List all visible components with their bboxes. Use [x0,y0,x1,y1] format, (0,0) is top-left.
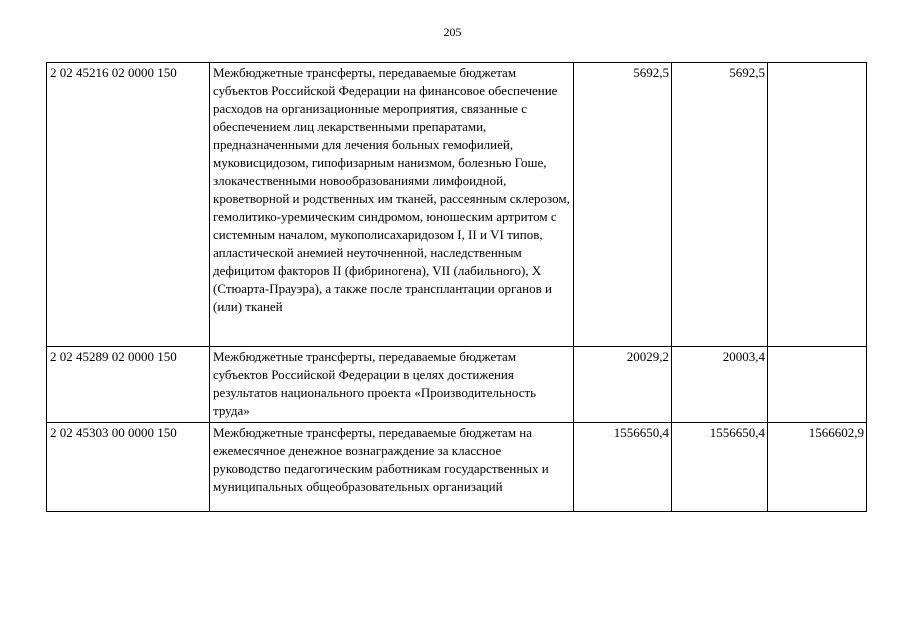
description-cell: Межбюджетные трансферты, передаваемые бюджетам субъектов Российской Федерации на финансовое обеспечение расходов на организационные мероприятия, связанные с обеспечением лиц лекарственными препаратами, предназначенными для лечения больных гемофилией, муковисцидозом, гипофизарным нанизмом, болезнью Гоше, злокачественными новообразованиями лимфоидной, кроветворной и родственных им тканей, рассеянным склерозом, гемолитико-уремическим синдромом, юношеским артритом с системным началом, мукополисахаридозом I, II и VI типов, апластической анемией неуточненной, наследственным дефицитом факторов II (фибриногена), VII (лабильного), X (Стюарта-Прауэра), а также после трансплантации органов и (или) тканей [210,63,574,347]
value-3-cell [768,347,867,423]
value-2-cell: 20003,4 [672,347,768,423]
value-2-cell: 5692,5 [672,63,768,347]
revenue-code-cell: 2 02 45303 00 0000 150 [47,423,210,512]
value-1-cell: 5692,5 [574,63,672,347]
description-cell: Межбюджетные трансферты, передаваемые бюджетам на ежемесячное денежное вознаграждение за классное руководство педагогическим работникам государственных и муниципальных общеобразовательных организаций [210,423,574,512]
table-row [47,423,867,512]
value-1-cell: 20029,2 [574,347,672,423]
value-2-cell: 1556650,4 [672,423,768,512]
table-row [47,347,867,423]
table-row [47,63,867,347]
page-number: 205 [443,25,462,39]
revenue-code-cell: 2 02 45216 02 0000 150 [47,63,210,347]
value-3-cell: 1566602,9 [768,423,867,512]
value-3-cell [768,63,867,347]
value-1-cell: 1556650,4 [574,423,672,512]
revenue-code-cell: 2 02 45289 02 0000 150 [47,347,210,423]
budget-table [46,62,867,512]
description-cell: Межбюджетные трансферты, передаваемые бюджетам субъектов Российской Федерации в целях достижения результатов национального проекта «Производительность труда» [210,347,574,423]
